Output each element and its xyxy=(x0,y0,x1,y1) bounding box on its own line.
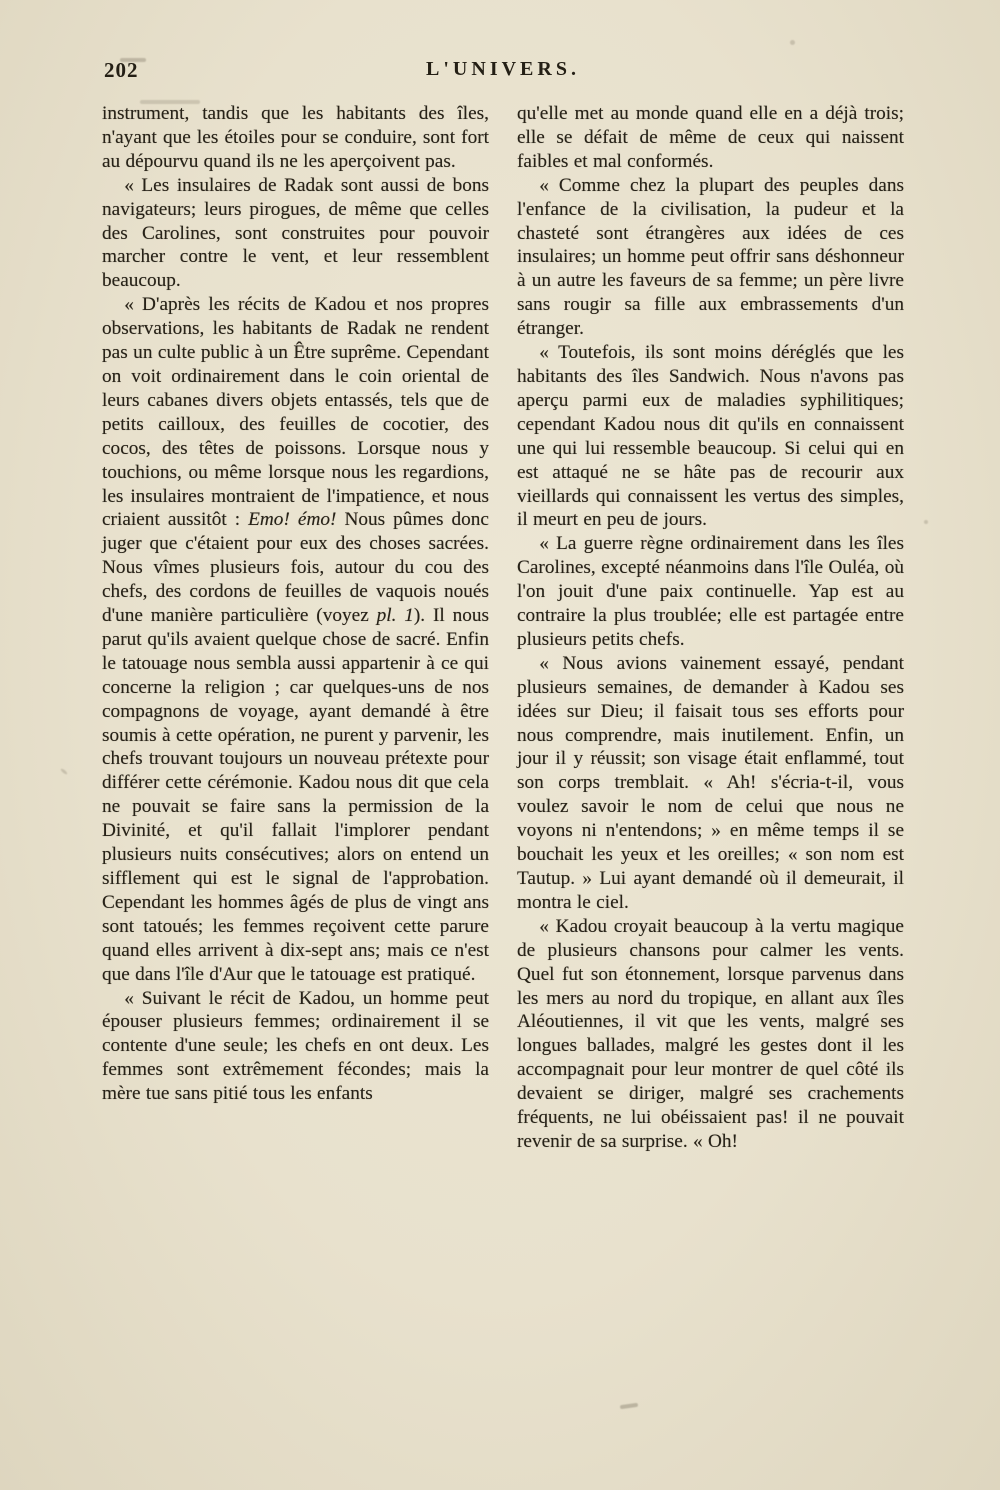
page-header xyxy=(102,58,904,102)
paragraph: qu'elle met au monde quand elle en a déjà trois; elle se défait de même de ceux qui naissent faibles et mal conformés. xyxy=(517,103,904,172)
paragraph: instrument, tandis que les habitants des îles, n'ayant que les étoiles pour se conduire, sont fort au dépourvu quand ils ne les aperçoivent pas. xyxy=(102,103,489,172)
italic-phrase: Emo! émo! xyxy=(248,509,337,531)
paragraph: « Toutefois, ils sont moins déréglés que les habitants des îles Sandwich. Nous n'avons pas aperçu parmi eux de maladies syphilitiques; cependant Kadou nous dit qu'ils en connaissent une qui lui ressemble beaucoup. Si celui qui en est attaqué ne se hâte pas de recourir aux vieillards qui connaissent les vertus des simples, il meurt en peu de jours. xyxy=(517,342,904,531)
paragraph: « Les insulaires de Radak sont aussi de bons navigateurs; leurs pirogues, de même que celles des Carolines, sont construites pour pouvoir marcher contre le vent, et leur ressemblent beaucoup. xyxy=(102,174,489,292)
italic-phrase: pl. 1 xyxy=(376,605,414,627)
page-number: 202 xyxy=(104,58,139,82)
paragraph: « Suivant le récit de Kadou, un homme peut épouser plusieurs femmes; ordinairement il se contente d'une seule; les chefs en ont deux. Les femmes sont extrêmement fécondes; mais la mère tue sans pitié tous les enfants xyxy=(102,987,489,1105)
paragraph-text: Nous pûmes donc juger que c'étaient pour eux des choses sacrées. Nous vîmes plusieurs fois, autour du cou des chefs, des cordons de feuilles de vaquois noués d'une manière particulière (voyez xyxy=(102,509,489,627)
scan-speck xyxy=(620,1403,638,1409)
running-title: L'UNIVERS. xyxy=(426,58,580,80)
paragraph: « La guerre règne ordinairement dans les îles Carolines, excepté néanmoins dans l'île Ouléa, où l'on jouit d'une paix continuelle. Yap est au contraire la plus troublée; elle est partagée entre plusieurs petits chefs. xyxy=(517,533,904,650)
scan-speck xyxy=(790,40,795,45)
paragraph: « Kadou croyait beaucoup à la vertu magique de plusieurs chansons pour calmer les vents. Quel fut son étonnement, lorsque parvenus dans les mers au nord du tropique, en allant aux îles Aléoutiennes, il vit que les vents, malgré ses longues ballades, malgré les gestes dont il les accompagnait pour leur montrer de quel côté ils devaient se diriger, malgré ses crachements fréquents, ne lui obéissaient pas! il ne pouvait revenir de sa surprise. « Oh! xyxy=(517,915,904,1152)
paragraph: « Comme chez la plupart des peuples dans l'enfance de la civilisation, la pudeur et la chasteté sont étrangères aux idées de ces insulaires; un homme peut offrir sans déshonneur à un autre les faveurs de sa femme; un père livre sans rougir sa fille aux embrassements d'un étranger. xyxy=(517,174,904,340)
left-column xyxy=(102,102,489,1154)
paragraph-text: ). Il nous parut qu'ils avaient quelque chose de sacré. Enfin le tatouage nous sembla aussi appartenir à ce qui concerne la religion ; car quelques-uns de nos compagnons de voyage, ayant demandé à être soumis à cette opération, ne purent y parvenir, les chefs trouvant toujours un nouveau prétexte pour différer cette cérémonie. Kadou nous dit que cela ne pouvait se faire sans la permission de la Divinité, et qu'il fallait l'implorer pendant plusieurs nuits consécutives; alors on entend un sifflement qui est le signal de l'approbation. Cependant les hommes âgés de plus de vingt ans sont tatoués; les femmes reçoivent cette parure quand elles arrivent à dix-sept ans; mais ce n'est que dans l'île d'Aur que le tatouage est pratiqué. xyxy=(102,605,489,985)
paragraph xyxy=(102,293,489,986)
text-columns xyxy=(102,102,904,1154)
paragraph-text: « D'après les récits de Kadou et nos propres observations, les habitants de Radak ne rendent pas un culte public à un Être suprême. Cependant on voit ordinairement dans le coin oriental de leurs cabanes divers objets entassés, tels que de petits cailloux, des feuilles de cocotier, des cocos, des têtes de poissons. Lorsque nous y touchions, ou même lorsque nous les regardions, les insulaires montraient de l'impatience, et nous criaient aussitôt : xyxy=(102,294,489,531)
scan-speck xyxy=(924,520,928,524)
paragraph: « Nous avions vainement essayé, pendant plusieurs semaines, de demander à Kadou ses idées sur Dieu; il faisait tous ses efforts pour nous comprendre, mais inutilement. Enfin, un jour il y réussit; son visage était enflammé, tout son corps tremblait. « Ah! s'écria-t-il, vous voulez savoir le nom de celui que nous ne voyons ni n'entendons; » en même temps il se bouchait les yeux et les oreilles; « son nom est Tautup. » Lui ayant demandé où il demeurait, il montra le ciel. xyxy=(517,652,904,913)
right-column xyxy=(517,102,904,1154)
